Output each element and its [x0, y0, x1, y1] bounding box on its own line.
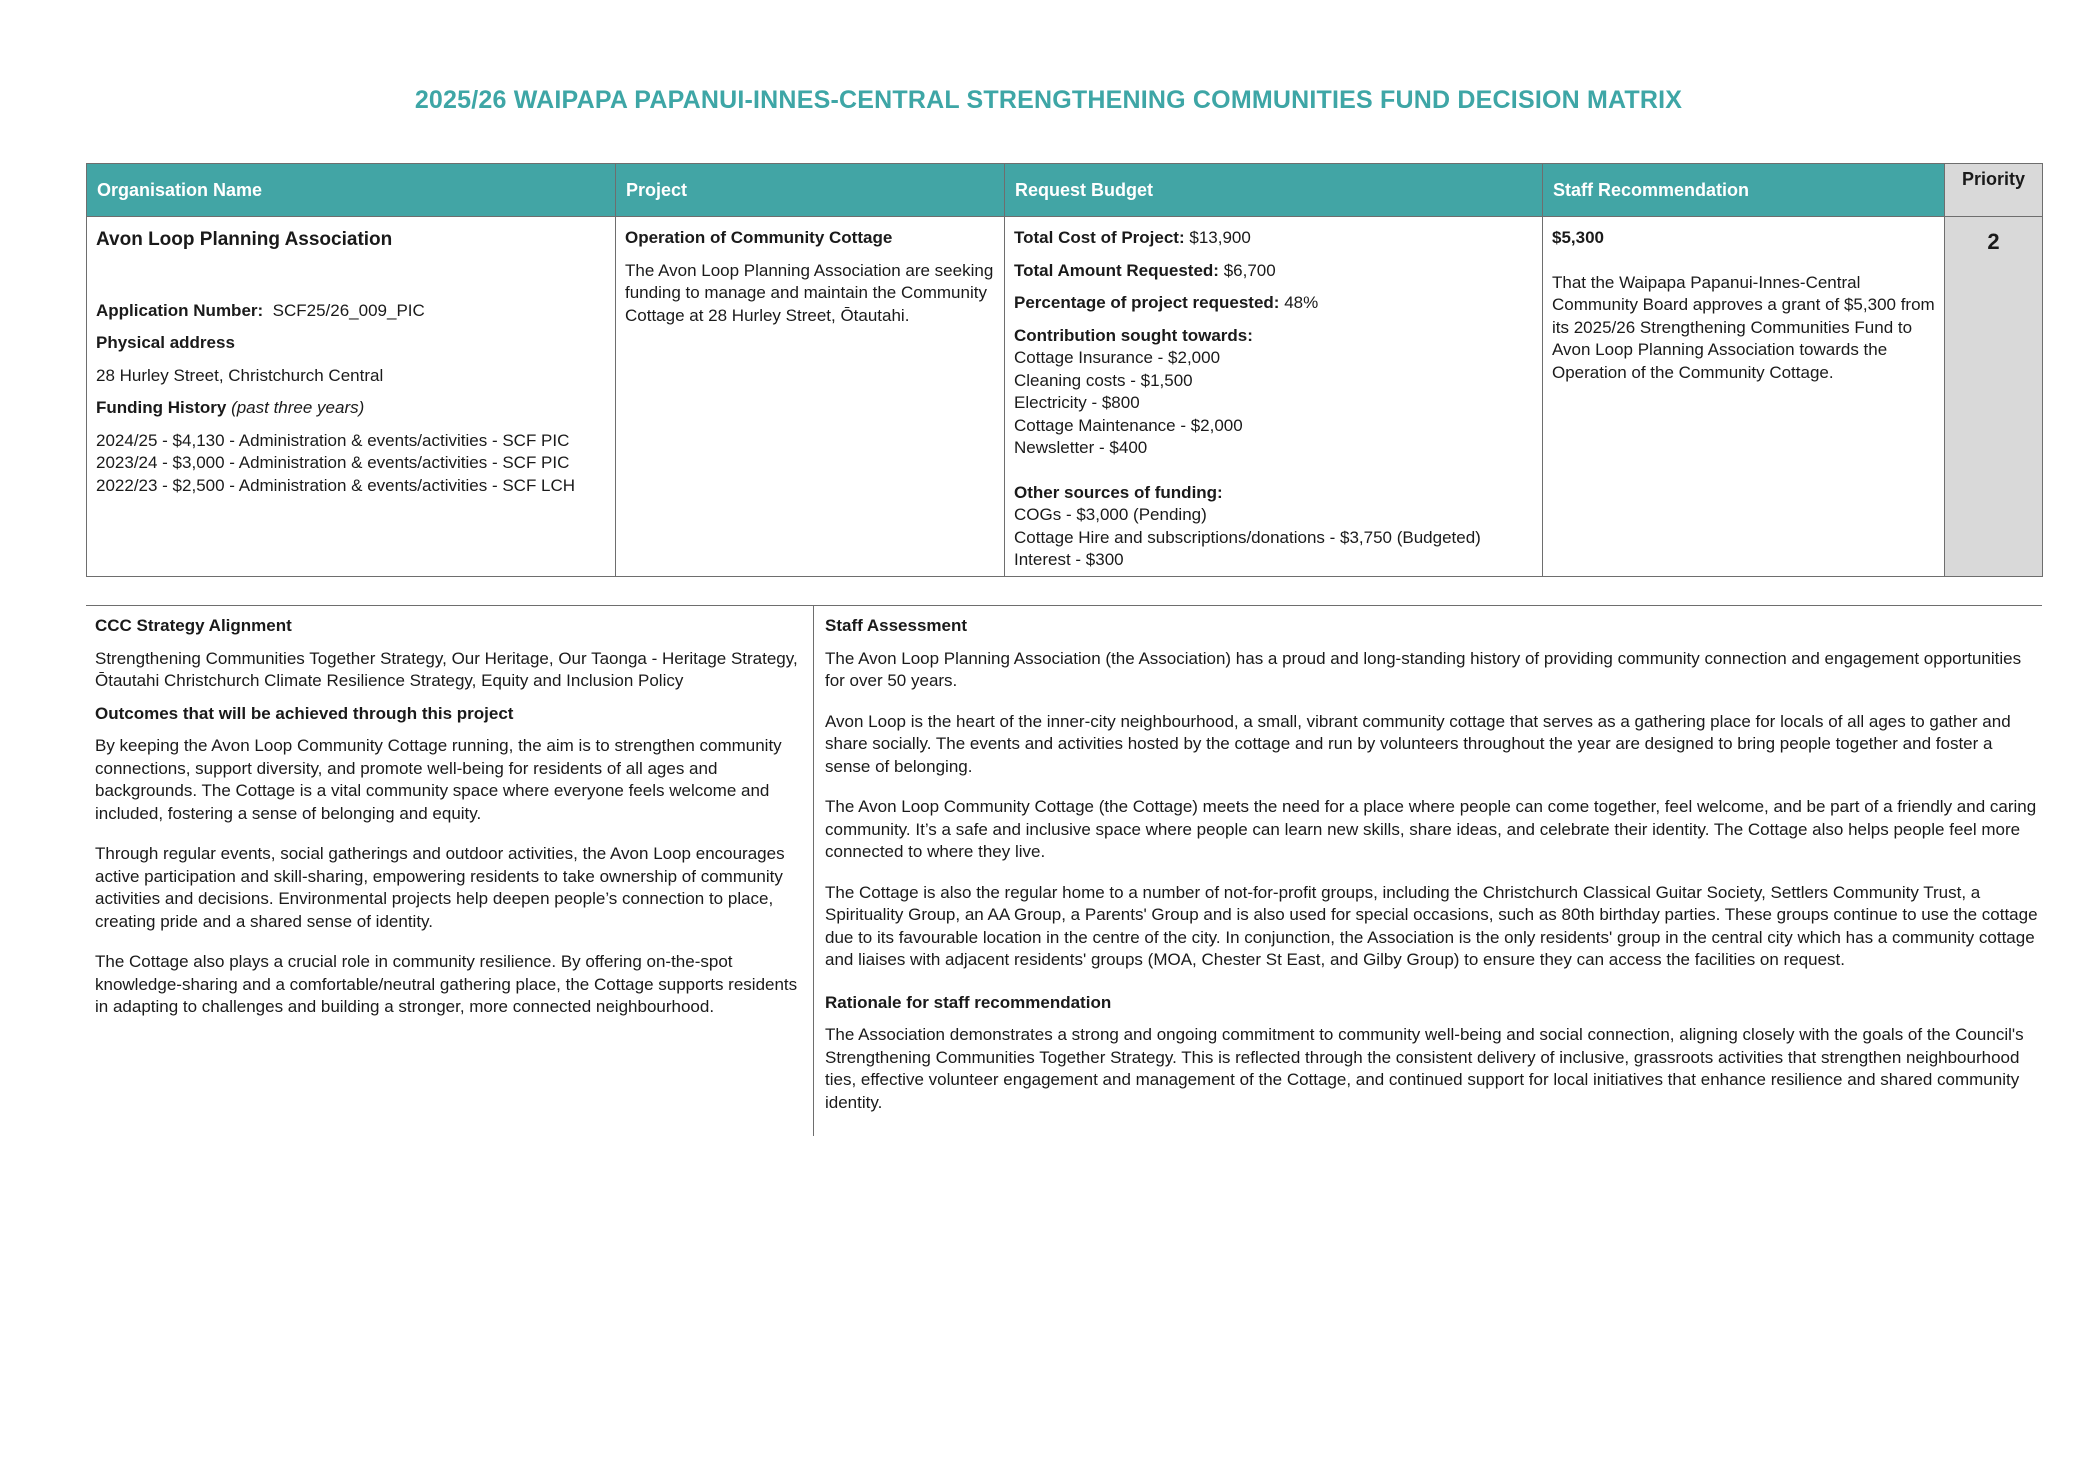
page-title: 2025/26 WAIPAPA PAPANUI-INNES-CENTRAL STRENGTHENING COMMUNITIES FUND DECISION MATRIX — [414, 86, 1683, 114]
decision-matrix-table — [86, 163, 2043, 577]
project-cell — [616, 217, 1005, 577]
total-requested — [1014, 260, 1533, 283]
funding-history-label: Funding History — [96, 398, 227, 417]
list-item: Cottage Insurance - $2,000 — [1014, 348, 1221, 367]
funding-history-note: (past three years) — [231, 398, 365, 417]
list-item: COGs - $3,000 (Pending) — [1014, 505, 1207, 524]
strategy-heading: CCC Strategy Alignment — [95, 616, 292, 635]
list-item: Cottage Maintenance - $2,000 — [1014, 415, 1243, 435]
list-item: Newsletter - $400 — [1014, 438, 1148, 457]
strategy-text: Strengthening Communities Together Strategy, Our Heritage, Our Taonga - Heritage Strategy, Ōtautahi Christchurch Climate Resilience Strategy, Equity and Inclusion Policy — [95, 648, 798, 690]
other-sources-label: Other sources of funding: — [1014, 482, 1223, 502]
header-priority: Priority — [1945, 164, 2043, 217]
physical-address-value: 28 Hurley Street, Christchurch Central — [96, 365, 384, 385]
application-number — [96, 300, 606, 323]
outcome-paragraph: By keeping the Avon Loop Community Cottage running, the aim is to strengthen community connections, support diversity, and promote well-being for residents of all ages and backgrounds. The Cottage is a vital community space where everyone feels welcome and included, fostering a sense of belonging and equity. — [95, 736, 782, 823]
list-item: Cleaning costs - $1,500 — [1014, 370, 1193, 390]
rationale-heading: Rationale for staff recommendation — [825, 992, 1112, 1012]
list-item: 2023/24 - $3,000 - Administration & events/activities - SCF PIC — [96, 453, 570, 472]
list-item: 2024/25 - $4,130 - Administration & events/activities - SCF PIC — [96, 430, 570, 450]
recommendation-text: That the Waipapa Papanui-Innes-Central Community Board approves a grant of $5,300 from its 2025/26 Strengthening Communities Fund to Avon Loop Planning Association towards the Operation of the Community Cottage. — [1552, 272, 1935, 382]
funding-history-heading — [96, 397, 606, 420]
priority-cell — [1945, 217, 2043, 577]
header-organisation: Organisation Name — [87, 164, 616, 217]
strategy-column — [86, 606, 814, 1136]
staff-assessment-column — [815, 606, 2042, 1136]
percentage-requested — [1014, 292, 1533, 315]
physical-address-label: Physical address — [96, 333, 235, 352]
application-number-value: SCF25/26_009_PIC — [272, 300, 425, 320]
recommendation-cell — [1543, 217, 1945, 577]
assessment-paragraph: The Avon Loop Planning Association (the Association) has a proud and long-standing history of providing community connection and engagement opportunities for over 50 years. — [825, 648, 2022, 690]
outcome-paragraph: Through regular events, social gatherings and outdoor activities, the Avon Loop encourages active participation and skill-sharing, empowering residents to take ownership of community activities and decisions. Environmental projects help deepen people’s connection to place, creating pride and a shared sense of identity. — [95, 844, 785, 931]
outcomes-heading: Outcomes that will be achieved through this project — [95, 703, 514, 723]
list-item: 2022/23 - $2,500 - Administration & events/activities - SCF LCH — [96, 475, 576, 495]
list-item: Electricity - $800 — [1014, 393, 1140, 412]
project-description: The Avon Loop Planning Association are seeking funding to manage and maintain the Community Cottage at 28 Hurley Street, Ōtautahi. — [625, 260, 994, 325]
assessment-paragraph: Avon Loop is the heart of the inner-city neighbourhood, a small, vibrant community cottage that serves as a gathering place for locals of all ages to gather and share socially. The events and activities hosted by the cottage and run by volunteers throughout the year are designed to bring people together and foster a sense of belonging. — [825, 711, 2011, 776]
other-sources-list — [1014, 504, 1533, 572]
assessment-paragraph: The Avon Loop Community Cottage (the Cottage) meets the need for a place where people can come together, feel welcome, and be part of a friendly and caring community. It’s a safe and inclusive space where people can learn new skills, share ideas, and celebrate their identity. The Cottage also helps people feel more connected to where they live. — [825, 797, 2037, 861]
percentage-label: Percentage of project requested: — [1014, 293, 1280, 312]
header-project: Project — [616, 164, 1005, 217]
total-cost — [1014, 227, 1533, 250]
total-requested-label: Total Amount Requested: — [1014, 260, 1219, 280]
header-staff-recommendation: Staff Recommendation — [1543, 164, 1945, 217]
list-item: Interest - $300 — [1014, 550, 1124, 569]
total-requested-value: $6,700 — [1223, 260, 1276, 280]
project-name: Operation of Community Cottage — [625, 228, 893, 247]
budget-cell — [1005, 217, 1543, 577]
list-item: Cottage Hire and subscriptions/donations - $3,750 (Budgeted) — [1014, 527, 1481, 547]
funding-history-list — [96, 430, 606, 498]
total-cost-value: $13,900 — [1189, 228, 1251, 247]
rationale-text: The Association demonstrates a strong and ongoing commitment to community well-being and social connection, aligning closely with the goals of the Council's Strengthening Communities Together Strategy. This is reflected through the consistent delivery of inclusive, grassroots activities that strengthen neighbourhood ties, effective volunteer engagement and management of the Cottage, and continued support for local initiatives that enhance resilience and shared community identity. — [825, 1025, 2024, 1112]
organisation-cell — [87, 217, 616, 577]
contribution-list — [1014, 347, 1533, 460]
staff-assessment-heading: Staff Assessment — [825, 616, 968, 635]
priority-value: 2 — [1987, 229, 2000, 254]
application-number-label: Application Number: — [96, 300, 264, 320]
contribution-label: Contribution sought towards: — [1014, 325, 1253, 345]
table-row — [87, 217, 2043, 577]
outcome-paragraph: The Cottage also plays a crucial role in community resilience. By offering on-the-spot knowledge-sharing and a comfortable/neutral gathering place, the Cottage supports residents in adapting to challenges and building a stronger, more connected neighbourhood. — [95, 952, 798, 1016]
assessment-paragraph: The Cottage is also the regular home to a number of not-for-profit groups, including the Christchurch Classical Guitar Society, Settlers Community Trust, a Spirituality Group, an AA Group, a Parents' Group and is also used for special occasions, such as 80th birthday parties. These groups continue to use the cottage due to its favourable location in the centre of the city. In conjunction, the Association is the only residents' group in the central city which has a community cottage and liaises with adjacent residents' groups (MOA, Chester St East, and Gilby Group) to ensure they can access the facilities on request. — [825, 882, 2038, 969]
organisation-name: Avon Loop Planning Association — [96, 229, 393, 250]
percentage-value: 48% — [1284, 293, 1319, 312]
total-cost-label: Total Cost of Project: — [1014, 228, 1185, 247]
assessment-section — [86, 605, 2042, 1136]
recommendation-amount: $5,300 — [1552, 228, 1604, 247]
table-header-row — [87, 164, 2043, 217]
header-request-budget: Request Budget — [1005, 164, 1543, 217]
